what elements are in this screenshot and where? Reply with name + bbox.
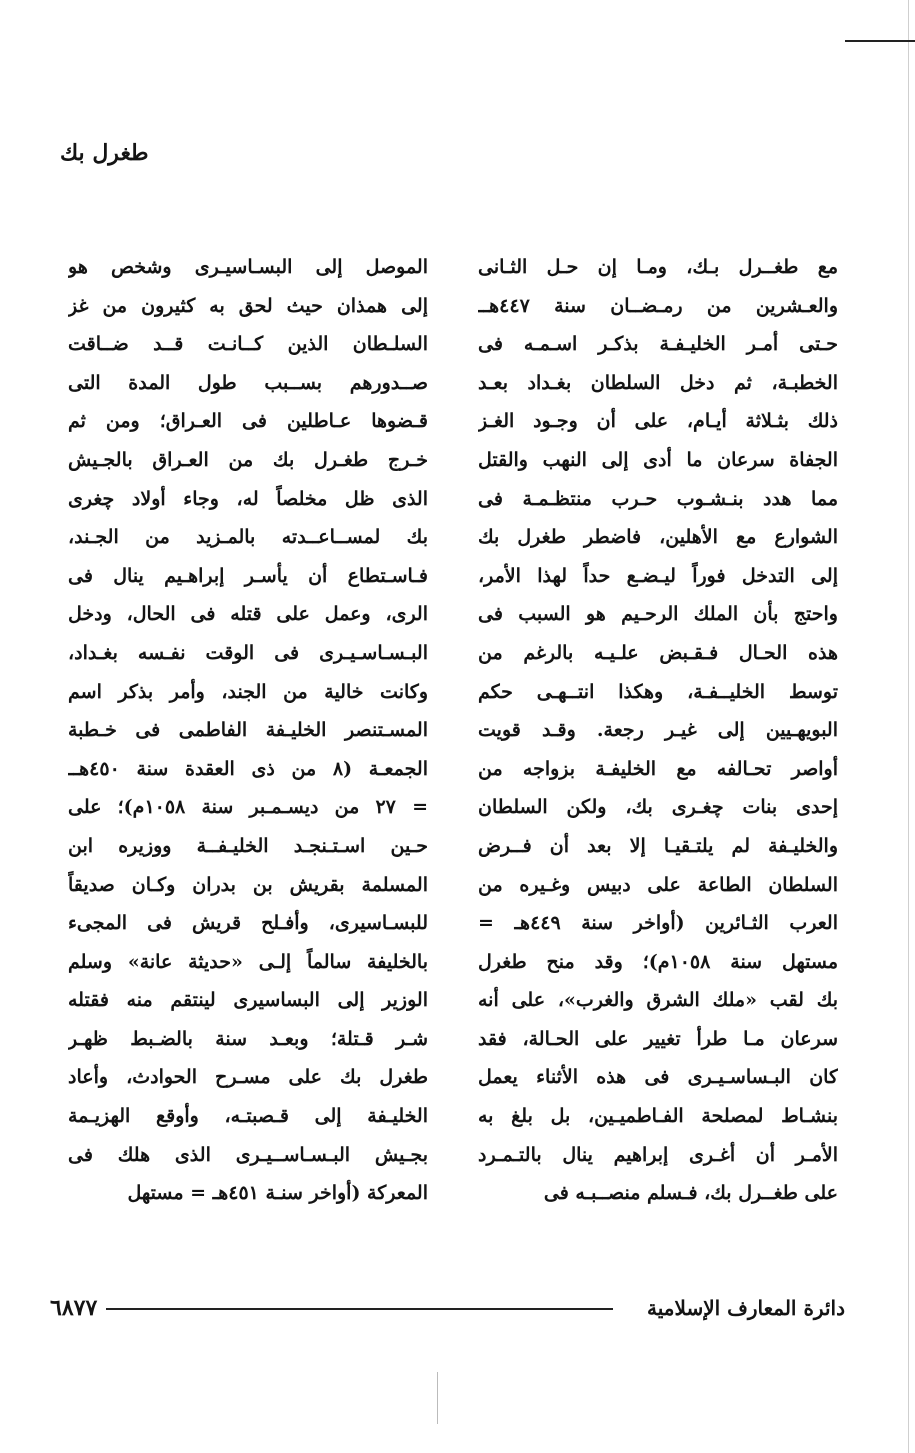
text-line: الجفاة سرعان ما أدى إلى النهب والقتل (478, 448, 838, 471)
text-line: والعـشرين من رمـضــان سنة ٤٤٧هــ (478, 294, 838, 317)
text-line: والخليـفة لم يلتـقيـا إلا بعد أن فــرض (478, 834, 838, 857)
text-column-right (478, 248, 838, 1213)
text-line: بنشـاط لمصلحة الفـاطميـين، بل بلغ به (478, 1105, 838, 1128)
text-line: الموصل إلى البسـاسيـرى وشخص هو (68, 256, 428, 278)
encyclopedia-title: دائرة المعارف الإسلامية (647, 1296, 845, 1320)
text-line: الذى ظل مخلصاً له، وجاء أولاد چغرى (68, 487, 428, 510)
text-line: الأمـر أن أغـرى إبراهيم ينال بالتـمـرد (478, 1143, 838, 1166)
text-line: السلـطان الذين كــانـت قــد ضــاقت (68, 333, 428, 356)
text-line: الخطبـة، ثم دخل السلطان بغـداد بعـد (478, 371, 838, 394)
text-line: مما هدد بنـشـوب حـرب منتظـمـة فى (478, 487, 838, 510)
text-line: المسلمة بقريش بن بدران وكـان صديقاً (68, 873, 428, 896)
text-line: للبسـاسيرى، وأفـلح قريش فى المجىء (68, 912, 428, 935)
text-line: إحدى بنات چغـرى بك، ولكن السلطان (478, 796, 838, 819)
text-line: كان البـساسـيـرى فى هذه الأثناء يعمل (478, 1066, 838, 1089)
page-edge-rule (908, 0, 909, 1453)
text-line: الجمعـة (٨ من ذى العقدة سنة ٤٥٠هــ (68, 757, 428, 780)
text-line: مع طغــرل بـك، ومـا إن حـل الثـانى (478, 256, 838, 278)
running-head: طغرل بك (60, 140, 149, 166)
top-corner-rule (845, 40, 915, 42)
text-line: طغرل بك على مسـرح الحوادث، وأعاد (68, 1066, 428, 1089)
page-footer (50, 1290, 845, 1326)
text-line: على طغــرل بك، فـسلم منصــبـه فى (543, 1182, 838, 1205)
text-column-left (68, 248, 428, 1213)
binding-mark (437, 1372, 438, 1424)
footer-rule (106, 1308, 613, 1310)
text-line: ذلك بثـلاثة أيـام، على أن وجـود الغـز (478, 410, 838, 433)
text-line: الشوارع مع الأهلين، فاضطر طغرل بك (478, 526, 838, 549)
text-line: حـين اسـتـنجـد الخليـفــة ووزيره ابن (68, 834, 428, 857)
text-line: السلطان الطاعة على دبيس وغـيره من (478, 873, 838, 896)
text-line: صــدورهم بســبب طول المدة التى (68, 371, 428, 394)
text-line: خـرج طغـرل بك من العـراق بالجـيش (68, 448, 428, 471)
text-line: بك لقب «ملك الشرق والغرب»، على أنه (478, 989, 838, 1012)
text-line: = ٢٧ من ديسـمـبر سنة ١٠٥٨م)؛ على (68, 796, 428, 819)
text-line: قـضوها عـاطلين فى العـراق؛ ومن ثم (68, 410, 428, 433)
text-line: بك لمســاعــدته بالمـزيد من الجـند، (68, 526, 428, 549)
text-line: بجـيش البـسـاســيـرى الذى هلك فى (68, 1143, 428, 1166)
text-line: المسـتنصر الخليـفة الفاطمى فى خـطبة (68, 719, 428, 742)
text-line: إلى همذان حيث لحق به كثيرون من غز (68, 294, 428, 317)
text-line: شـر قـتلة؛ وبعـد سنة بالضـبط ظهـر (68, 1027, 428, 1050)
text-line: بالخليفة سالماً إلـى «حديثة عانة» وسلم (68, 950, 428, 973)
text-line: العرب الثـائرين (أواخر سنة ٤٤٩هـ = (478, 912, 838, 935)
text-line: حـتى أمـر الخليـفـة بذكـر اسـمـه فى (478, 333, 838, 356)
page-number: ٦٨٧٧ (50, 1295, 98, 1321)
text-line: الرى، وعمل على قتله فى الحال، ودخل (68, 603, 428, 626)
text-line: توسط الخليــفـة، وهكذا انتــهـى حكم (478, 680, 838, 703)
text-line: سرعان مـا طرأ تغيير على الحـالة، فقد (478, 1027, 838, 1050)
text-line: الخليـفة إلى قـصبتـه، وأوقع الهزيـمة (68, 1105, 428, 1128)
text-line: المعركة (أواخر سنـة ٤٥١هـ = مستهل (127, 1182, 428, 1205)
text-line: فـاسـتطاع أن يأسـر إبراهـيم ينال فى (68, 564, 428, 587)
text-line: وكانت خالية من الجند، وأمر بذكر اسم (68, 680, 428, 703)
text-line: البـسـاسـيـرى فى الوقت نفـسه بغـداد، (68, 641, 428, 664)
text-line: واحتج بأن الملك الرحـيم هو السبب فى (478, 603, 838, 626)
text-line: البويهـيين إلى غيـر رجعة. وقـد قويت (478, 719, 838, 742)
text-line: أواصر تحـالفه مع الخليفـة بزواجه من (478, 757, 838, 780)
text-line: مستهل سنة ١٠٥٨م)؛ وقد منح طغرل (478, 950, 838, 973)
text-line: الوزير إلى البساسيرى لينتقم منه فقتله (68, 989, 428, 1012)
text-line: هذه الحـال فـقـبض علـيـه بالرغم من (478, 641, 838, 664)
text-line: إلى التدخل فوراً ليـضـع حداً لهذا الأمر، (478, 564, 838, 587)
